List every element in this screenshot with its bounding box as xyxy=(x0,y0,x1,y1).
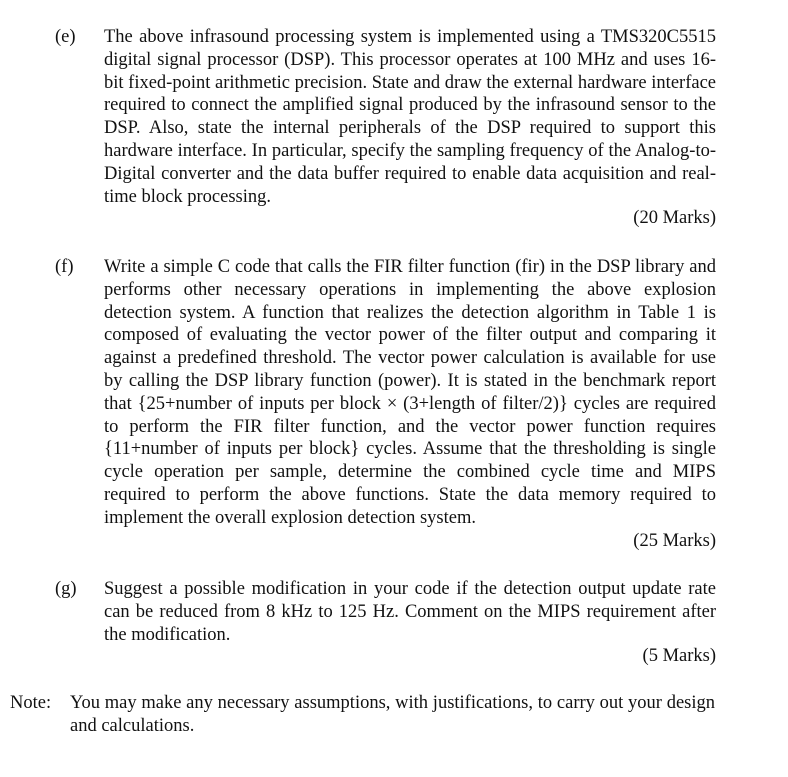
note-text: You may make any necessary assumptions, with justifications, to carry out your design and calculations. xyxy=(70,693,715,736)
marks-label: (20 Marks) xyxy=(633,208,716,228)
question-text: Suggest a possible modification in your code if the detection output update rate can be reduced from 8 kHz to 125 Hz. Comment on the MIPS requirement after the modification. xyxy=(104,579,716,645)
question-label: (f) xyxy=(55,257,74,277)
marks-label: (5 Marks) xyxy=(642,646,716,666)
question-text: Write a simple C code that calls the FIR filter function (fir) in the DSP library and performs other necessary operations in implementing the above explosion detection system. A function that realizes the detection algorithm in Table 1 is composed of evaluating the vector power of the filter output and comparing it against a predefined threshold. The vector power calculation is available for use by calling the DSP library function (power). It is stated in the benchmark report that {25+number of inputs per block × (3+length of filter/2)} cycles are required to perform the FIR filter function, and the vector power function requires {11+number of inputs per block} cycles. Assume that the thresholding is single cycle operation per sample, determine the combined cycle time and MIPS required to perform the above functions. State the data memory required to implement the overall explosion detection system. xyxy=(104,257,716,528)
note-label: Note: xyxy=(10,693,52,713)
marks-label: (25 Marks) xyxy=(633,531,716,551)
question-label: (e) xyxy=(55,27,76,47)
question-label: (g) xyxy=(55,579,77,599)
question-text: The above infrasound processing system is implemented using a TMS320C5515 digital signal processor (DSP). This processor operates at 100 MHz and uses 16-bit fixed-point arithmetic precision. State and draw the external hardware interface required to connect the amplified signal produced by the infrasound sensor to the DSP. Also, state the internal peripherals of the DSP required to support this hardware interface. In particular, specify the sampling frequency of the Analog-to-Digital converter and the data buffer required to enable data acquisition and real-time block processing. xyxy=(104,27,716,207)
